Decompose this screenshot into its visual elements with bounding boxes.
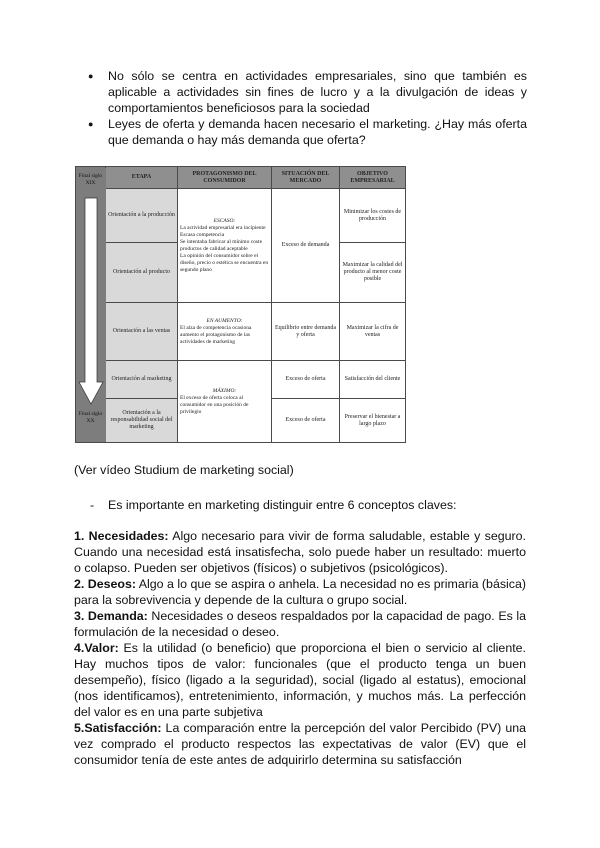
concept-label: 4.Valor:: [74, 641, 119, 655]
objective-cell: Satisfacción del cliente: [340, 361, 406, 399]
dash-text: Es importante en marketing distinguir entre 6 conceptos claves:: [108, 498, 457, 512]
stage-cell: Orientación a la responsabilidad social del marketing: [106, 399, 178, 443]
concept-paragraph: [74, 608, 526, 640]
header-mercado: SITUACIÓN DEL MERCADO: [272, 167, 340, 189]
concept-text: Algo necesario para vivir de forma saludable, estable y seguro. Cuando una necesidad está insatisfecha, solo puede haber un resultado: muerto o colapso. Pueden ser objetivos (físicos) o subjetivos (psicológicos).: [74, 529, 526, 575]
concept-paragraph: [74, 528, 526, 576]
escaso-title: ESCASO:: [213, 217, 236, 224]
concept-paragraph: [74, 720, 526, 768]
time-arrow-column: [76, 167, 106, 443]
bullet-item: ● No sólo se centra en actividades empresariales, sino que también es aplicable a actividades sin fines de lucro y a la divulgación de ideas y comportamientos beneficiosos para la sociedad: [90, 68, 527, 116]
concept-text: Necesidades o deseos respaldados por la capacidad de pago. Es la formulación de la necesidad o deseo.: [74, 609, 526, 639]
evolution-table: [75, 166, 406, 443]
concept-label: 5.Satisfacción:: [74, 721, 162, 735]
concept-paragraph: [74, 576, 526, 608]
concept-text: Algo a lo que se aspira o anhela. La necesidad no es primaria (básica) para la sobrevivencia y depende de la cultura o grupo social.: [74, 577, 527, 607]
concepts-section: [74, 528, 526, 768]
arrow-bottom-label: Final siglo XX: [78, 410, 103, 424]
concept-text: Es la utilidad (o beneficio) que proporciona el bien o servicio al cliente. Hay muchos tipos de valor: funcionales (que el producto tenga un buen desempeño), físico (ligado a la seguridad), social (ligado al estatus), emocional (nos identificamos), entretenimiento, información, y muchos más. La perfección del valor es en una parte subjetiva: [74, 641, 526, 719]
stage-cell: Orientación al marketing: [106, 361, 178, 399]
objective-cell: Maximizar la calidad del producto al menor coste posible: [340, 243, 406, 303]
objective-cell: Maximizar la cifra de ventas: [340, 303, 406, 361]
header-protagonismo: PROTAGONISMO DEL CONSUMIDOR: [178, 167, 272, 189]
header-objetivo: OBJETIVO EMPRESARIAL: [340, 167, 406, 189]
escaso-item: La opinión del consumidor sobre el diseño, precio o estética se encuentra en segundo plano: [180, 252, 269, 273]
objective-cell: Preservar el bienestar a largo plazo: [340, 399, 406, 443]
marketing-evolution-table-image: [75, 166, 405, 442]
maximo-title: MÁXIMO:: [212, 387, 237, 394]
concept-text: La comparación entre la percepción del valor Percibido (PV) una vez comprado el producto respectos las expectativas de valor (EV) que el consumidor tenía de este antes de adquirirlo determina su satisfacción: [74, 721, 526, 767]
video-reference: (Ver vídeo Studium de marketing social): [74, 463, 294, 477]
stage-cell: Orientación a las ventas: [106, 303, 178, 361]
concept-label: 3. Demanda:: [74, 609, 148, 623]
dash-list-item: [90, 497, 530, 513]
protagonismo-maximo: [178, 361, 272, 443]
stage-cell: Orientación al producto: [106, 243, 178, 303]
bullet-item: ● Leyes de oferta y demanda hacen necesario el marketing. ¿Hay más oferta que demanda o hay más demanda que oferta?: [90, 116, 527, 148]
concept-label: 1. Necesidades:: [74, 529, 169, 543]
escaso-item: La actividad empresarial era incipiente: [180, 224, 266, 231]
stage-cell: Orientación a la producción: [106, 189, 178, 243]
aumento-title: EN AUMENTO:: [206, 317, 243, 324]
market-cell: Equilibrio entre demanda y oferta: [272, 303, 340, 361]
concept-label: 2. Deseos:: [74, 577, 136, 591]
concept-paragraph: [74, 640, 526, 720]
dash-marker: -: [90, 498, 95, 512]
escaso-item: Escasa competencia: [180, 231, 225, 238]
bullet-list: [90, 68, 527, 148]
market-cell: Exceso de demanda: [272, 189, 340, 303]
maximo-item: El exceso de oferta coloca al consumidor en una posición de privilegio: [180, 394, 249, 415]
protagonismo-escaso: [178, 189, 272, 303]
protagonismo-aumento: [178, 303, 272, 361]
time-arrow-icon: [76, 168, 106, 442]
market-cell: Exceso de oferta: [272, 361, 340, 399]
arrow-top-label: Final siglo XIX: [78, 172, 103, 186]
header-etapa: ETAPA: [106, 167, 178, 189]
objective-cell: Minimizar los costes de producción: [340, 189, 406, 243]
escaso-item: Se intentaba fabricar al mínimo coste productos de calidad aceptable: [180, 238, 263, 252]
aumento-item: El alza de competencia ocasiona aumento el protagonismo de las actividades de marketing: [180, 324, 252, 345]
market-cell: Exceso de oferta: [272, 399, 340, 443]
